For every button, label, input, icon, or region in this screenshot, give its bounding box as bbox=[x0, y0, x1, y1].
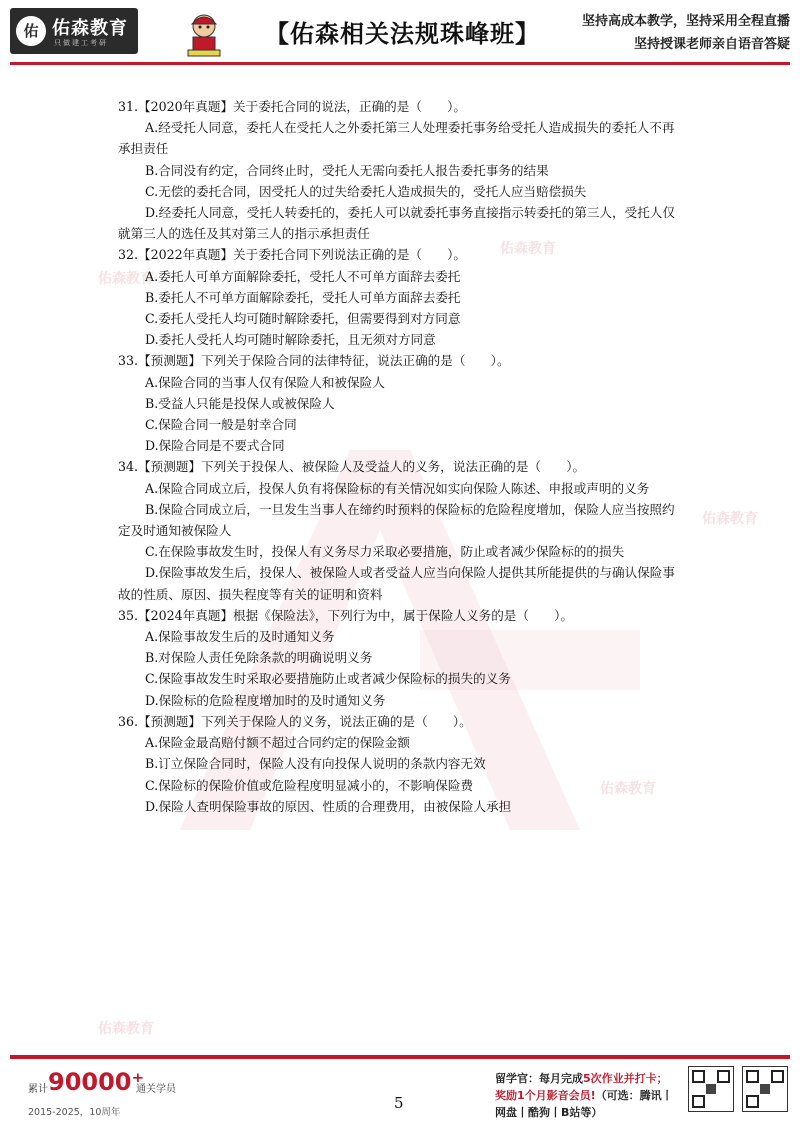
option-a: A.保险合同的当事人仅有保险人和被保险人 bbox=[145, 374, 385, 390]
question-item bbox=[118, 244, 684, 350]
stats-prefix: 累计 bbox=[28, 1084, 48, 1095]
page-header bbox=[0, 0, 800, 70]
question-stem: 36.【预测题】下列关于保险人的义务，说法正确的是（ ）。 bbox=[118, 713, 472, 729]
option-b: B.保险合同成立后，一旦发生当事人在缔约时预料的保险标的危险程度增加，保险人应当按照约定及时通知被保险人 bbox=[118, 501, 675, 539]
promo-text: 留学官：每月完成 bbox=[495, 1072, 583, 1085]
option-c: C.委托人受托人均可随时解除委托，但需要得到对方同意 bbox=[145, 311, 461, 327]
question-item bbox=[118, 350, 684, 456]
tagline-2: 坚持授课老师亲自语音答疑 bbox=[633, 37, 790, 52]
option-a: A.委托人可单方面解除委托，受托人不可单方面辞去委托 bbox=[145, 268, 461, 284]
brand-logo bbox=[10, 8, 138, 54]
option-d: D.经委托人同意，受托人转委托的，委托人可以就委托事务直接指示转委托的第三人，受托人仅就第三人的选任及其对第三人的指示承担责任 bbox=[118, 205, 675, 242]
question-item bbox=[118, 711, 684, 817]
option-b: B.受益人只能是投保人或被保险人 bbox=[145, 395, 335, 411]
option-d: D.委托人受托人均可随时解除委托，且无须对方同意 bbox=[145, 332, 436, 348]
stats-suffix: 通关学员 bbox=[136, 1084, 176, 1095]
option-b: B.订立保险合同时，保险人没有向投保人说明的条款内容无效 bbox=[145, 756, 486, 772]
option-a: A.保险事故发生后的及时通知义务 bbox=[145, 629, 335, 645]
option-a: A.经受托人同意，委托人在受托人之外委托第三人处理委托事务给受托人造成损失的委托人不再承担责任 bbox=[118, 120, 675, 157]
page-number: 5 bbox=[394, 1094, 404, 1112]
tagline-1: 坚持高成本教学，坚持采用全程直播 bbox=[581, 14, 790, 29]
option-a: A.保险金最高赔付额不超过合同约定的保险金额 bbox=[145, 735, 410, 751]
stats-number: 90000⁺ bbox=[48, 1068, 145, 1096]
header-rule bbox=[10, 62, 790, 65]
question-item bbox=[118, 456, 684, 604]
course-title: 【佑森相关法规珠峰班】 bbox=[265, 20, 540, 48]
option-b: B.合同没有约定，合同终止时，受托人无需向委托人报告委托事务的结果 bbox=[145, 162, 549, 178]
option-a: A.保险合同成立后，投保人负有将保险标的有关情况如实向保险人陈述、申报或声明的义务 bbox=[145, 480, 650, 496]
option-d: D.保险人查明保险事故的原因、性质的合理费用，由被保险人承担 bbox=[145, 798, 512, 814]
qr-code-icon bbox=[688, 1066, 734, 1112]
promo-highlight: 5次作业并打卡； bbox=[583, 1072, 668, 1085]
option-d: D.保险事故发生后，投保人、被保险人或者受益人应当向保险人提供其所能提供的与确认保险事故的性质、原因、损失程度等有关的证明和资料 bbox=[118, 565, 675, 602]
option-c: C.保险合同一般是射幸合同 bbox=[145, 417, 297, 433]
logo-subtext: 只做建工考研 bbox=[54, 39, 108, 47]
option-d: D.保险合同是不要式合同 bbox=[145, 438, 285, 454]
question-stem: 33.【预测题】下列关于保险合同的法律特征，说法正确的是（ ）。 bbox=[118, 353, 510, 369]
question-stem: 31.【2020年真题】关于委托合同的说法，正确的是（ ）。 bbox=[118, 99, 467, 114]
qr-code-icon bbox=[742, 1066, 788, 1112]
watermark-logo: 佑森教育 bbox=[98, 271, 154, 287]
stats-years: 2015-2025，10周年 bbox=[28, 1107, 121, 1118]
option-b: B.对保险人责任免除条款的明确说明义务 bbox=[145, 650, 373, 666]
logo-mark-icon: 佑 bbox=[16, 16, 46, 46]
option-c: C.保险标的保险价值或危险程度明显减小的，不影响保险费 bbox=[145, 777, 474, 793]
question-stem: 34.【预测题】下列关于投保人、被保险人及受益人的义务，说法正确的是（ ）。 bbox=[118, 459, 586, 475]
watermark-logo: 佑森教育 bbox=[500, 241, 556, 257]
watermark-logo: 佑森教育 bbox=[702, 511, 758, 527]
question-list bbox=[118, 96, 684, 817]
promo-highlight: 奖励1个月影音会员! bbox=[495, 1089, 596, 1102]
option-c: C.保险事故发生时采取必要措施防止或者减少保险标的损失的义务 bbox=[145, 671, 511, 687]
option-c: C.在保险事故发生时，投保人有义务尽力采取必要措施，防止或者减少保险标的的损失 bbox=[145, 544, 625, 560]
logo-text: 佑森教育 bbox=[52, 18, 128, 39]
mascot-icon bbox=[180, 10, 228, 58]
option-d: D.保险标的危险程度增加时的及时通知义务 bbox=[145, 692, 386, 708]
promo-text: 网盘丨酷狗丨B站等） bbox=[495, 1106, 603, 1119]
watermark-logo: 佑森教育 bbox=[600, 781, 656, 797]
question-stem: 32.【2022年真题】关于委托合同下列说法正确的是（ ）。 bbox=[118, 247, 467, 263]
footer-promo bbox=[495, 1070, 685, 1121]
promo-text: （可选：腾讯丨 bbox=[595, 1089, 673, 1102]
question-stem: 35.【2024年真题】根据《保险法》，下列行为中，属于保险人义务的是（ ）。 bbox=[118, 607, 574, 623]
watermark-logo: 佑森教育 bbox=[98, 1021, 154, 1037]
question-item bbox=[118, 96, 684, 244]
question-item bbox=[118, 605, 684, 711]
footer-rule bbox=[10, 1055, 790, 1059]
option-c: C.无偿的委托合同，因受托人的过失给委托人造成损失的，受托人应当赔偿损失 bbox=[145, 183, 587, 199]
option-b: B.委托人不可单方面解除委托，受托人可单方面辞去委托 bbox=[145, 289, 461, 305]
